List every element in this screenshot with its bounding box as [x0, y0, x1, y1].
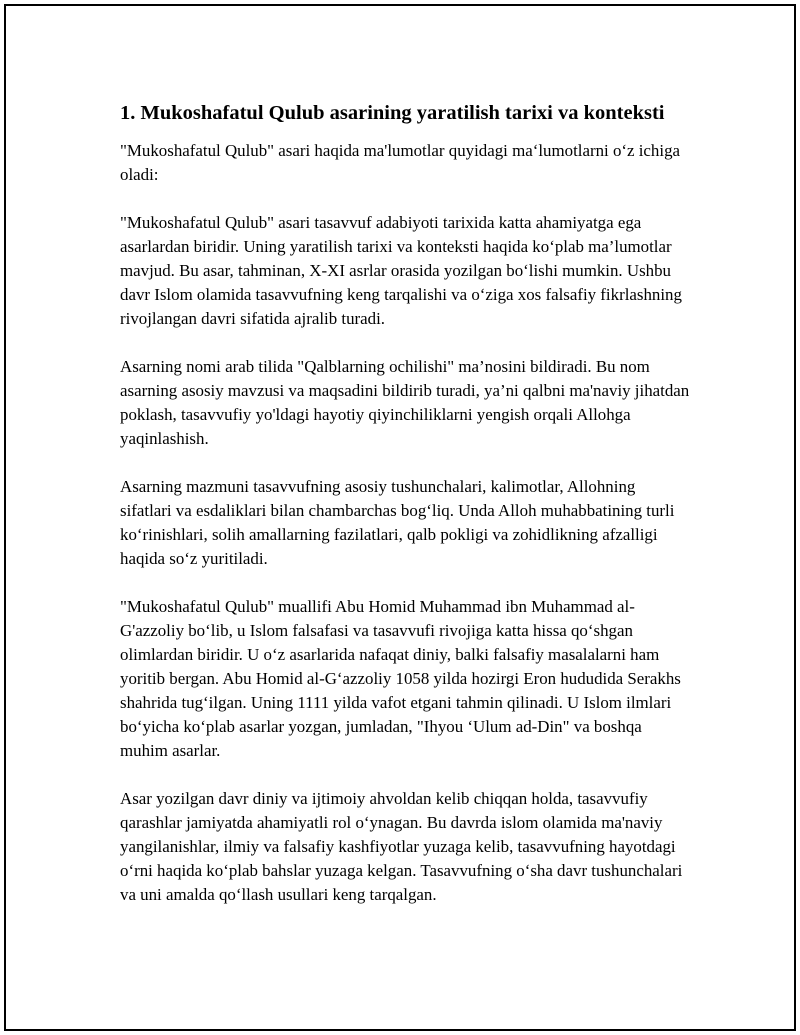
- paragraph-author: "Mukoshafatul Qulub" muallifi Abu Homid Muhammad ibn Muhammad al-G'azzoliy bo‘lib, u Islom falsafasi va tasavvufi rivojiga katta hissa qo‘shgan olimlardan biridir. U o‘z asarlarida nafaqat diniy, balki falsafiy masalalarni ham yoritib bergan. Abu Homid al-G‘azzoliy 1058 yilda hozirgi Eron hududida Serakhs shahrida tug‘ilgan. Uning 1111 yilda vafot etgani tahmin qilinadi. U Islom ilmlari bo‘yicha ko‘plab asarlar yozgan, jumladan, "Ihyou ‘Ulum ad-Din" va boshqa muhim asarlar.: [120, 597, 681, 760]
- paragraph-title-meaning: Asarning nomi arab tilida "Qalblarning ochilishi" ma’nosini bildiradi. Bu nom asarning asosiy mavzusi va maqsadini bildirib turadi, ya’ni qalbni ma'naviy jihatdan poklash, tasavvufiy yo'ldagi hayotiy qiyinchiliklarni yengish orqali Allohga yaqinlashish.: [120, 357, 690, 448]
- document-page: [4, 4, 796, 1031]
- document-body: [120, 101, 690, 931]
- paragraph-history: "Mukoshafatul Qulub" asari tasavvuf adabiyoti tarixida katta ahamiyatga ega asarlardan biridir. Uning yaratilish tarixi va konteksti haqida ko‘plab ma’lumotlar mavjud. Bu asar, tahminan, X-XI asrlar orasida yozilgan bo‘lishi mumkin. Ushbu davr Islom olamida tasavvufning keng tarqalishi va o‘ziga xos falsafiy fikrlashning rivojlangan davri sifatida ajralib turadi.: [120, 213, 682, 328]
- paragraph-context: Asar yozilgan davr diniy va ijtimoiy ahvoldan kelib chiqqan holda, tasavvufiy qarashlar jamiyatda ahamiyatli rol o‘ynagan. Bu davrda islom olamida ma'naviy yangilanishlar, ilmiy va falsafiy kashfiyotlar yuzaga kelib, tasavvufning hayotdagi o‘rni haqida ko‘plab bahslar yuzaga kelgan. Tasavvufning o‘sha davr tushunchalari va uni amalda qo‘llash usullari keng tarqalgan.: [120, 789, 683, 904]
- section-heading: 1. Mukoshafatul Qulub asarining yaratilish tarixi va konteksti: [120, 102, 665, 124]
- paragraph-content: Asarning mazmuni tasavvufning asosiy tushunchalari, kalimotlar, Allohning sifatlari va esdaliklari bilan chambarchas bog‘liq. Unda Alloh muhabbatining turli ko‘rinishlari, solih amallarning fazilatlari, qalb pokligi va zohidlikning afzalligi haqida so‘z yuritiladi.: [120, 477, 675, 568]
- paragraph-intro: "Mukoshafatul Qulub" asari haqida ma'lumotlar quyidagi ma‘lumotlarni o‘z ichiga oladi:: [120, 141, 681, 184]
